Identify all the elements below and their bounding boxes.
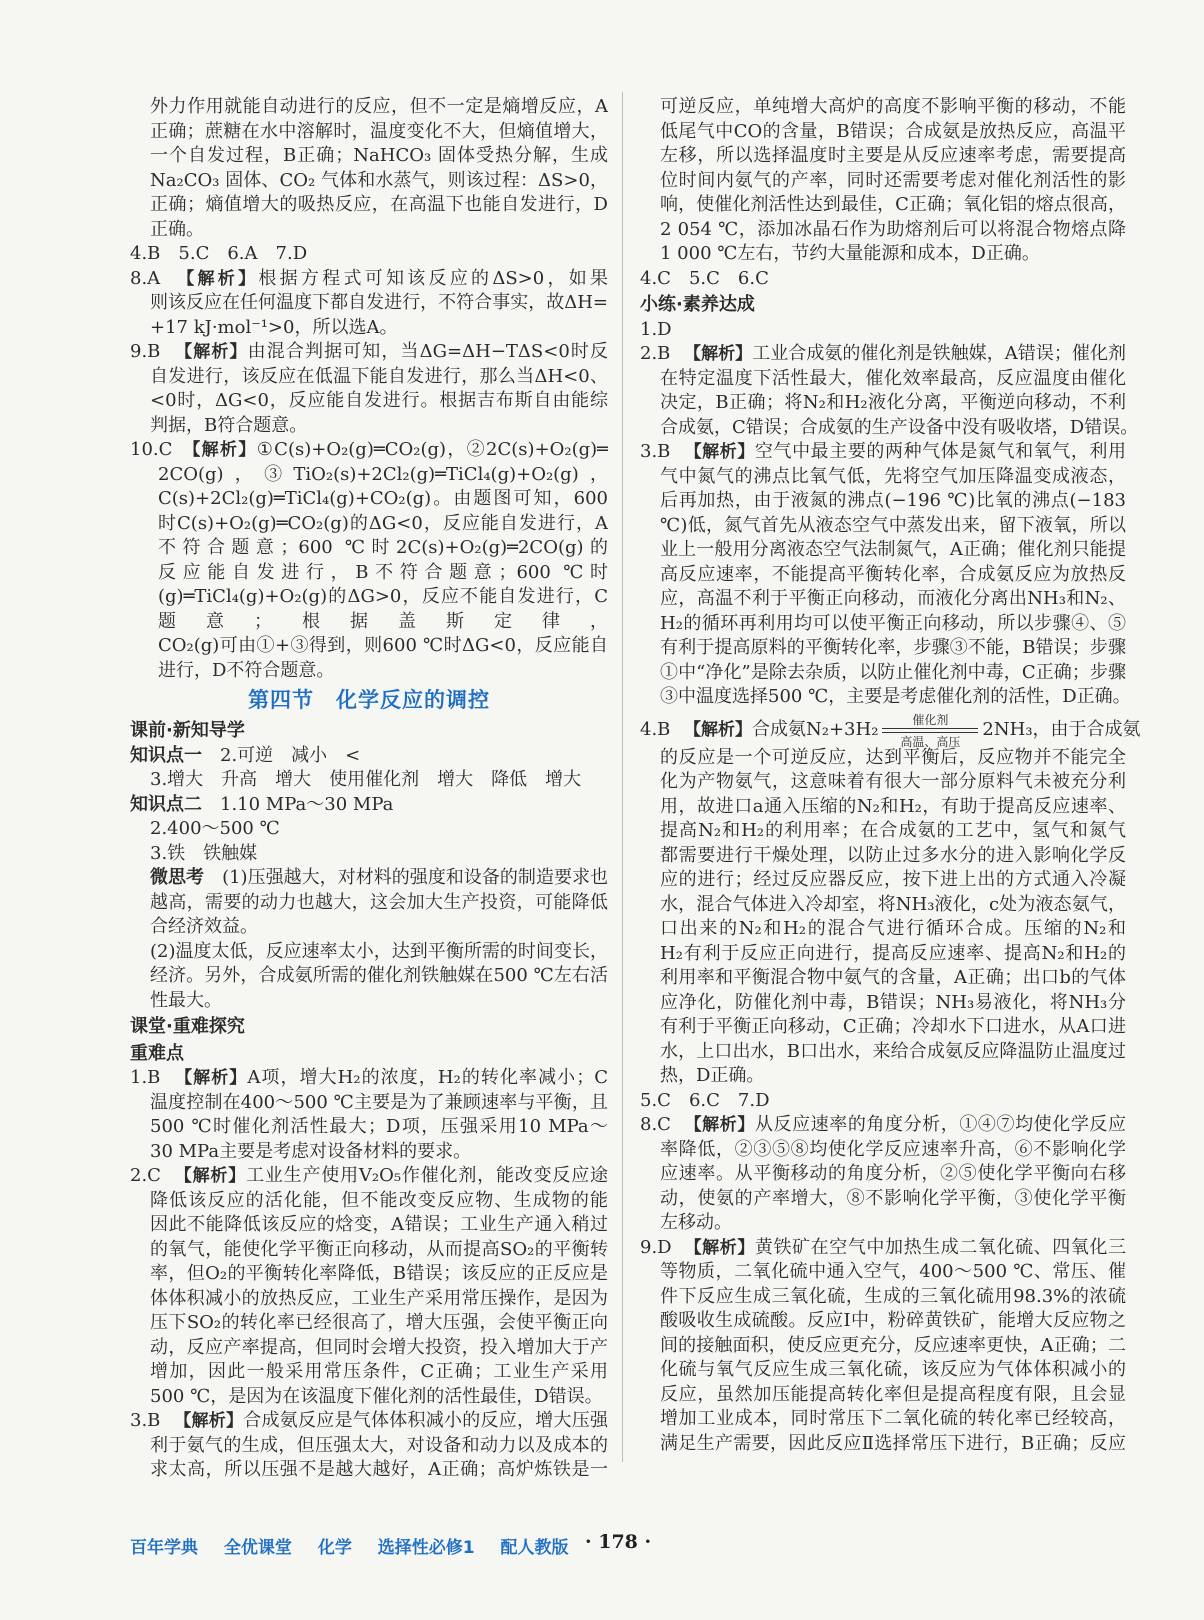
line-text: 反应能自发进行，B不符合题意；600 ℃时 xyxy=(158,561,608,583)
line-text: 空气中最主要的两种气体是氮气和氧气，利用 xyxy=(754,441,1126,462)
line-text: 增加，因此一般采用常压条件，C正确；工业生产采用 xyxy=(150,1361,608,1382)
line-text: ℃)低，氮气首先从液态空气中蒸发出来，留下液氧，所以 xyxy=(660,514,1126,536)
question-number: 8.A xyxy=(130,267,161,289)
question-number: 9.B xyxy=(130,341,161,362)
line-text: 响，使催化剂活性达到最佳，C正确；氧化铝的熔点很高， xyxy=(660,194,1126,215)
text-line xyxy=(640,465,1126,490)
text-line xyxy=(640,1064,1126,1089)
text-line xyxy=(130,316,608,341)
right-column xyxy=(640,95,1141,1456)
analysis-tag: 【解析】 xyxy=(684,344,753,364)
answer-line: 5.C 6.C 7.D xyxy=(640,1089,770,1111)
text-line xyxy=(640,819,1126,844)
line-text: 利用率和平衡混合物中氨气的含量，A正确；出口b的气体 xyxy=(660,967,1126,988)
text-line xyxy=(130,536,608,561)
analysis-tag: 【解析】 xyxy=(174,1411,244,1431)
text-line xyxy=(640,489,1126,514)
text-line xyxy=(130,1140,608,1165)
answer-block xyxy=(130,267,608,341)
text-line xyxy=(640,893,1126,918)
text-line xyxy=(130,414,608,439)
text-line xyxy=(130,585,608,610)
line-text: 正确；熵值增大的吸热反应，在高温下也能自发进行，D xyxy=(150,194,608,215)
line-text: 有利于平衡正向移动，C正确；冷却水下口进水，从A口进 xyxy=(660,1016,1126,1037)
line-text: CO₂(g)可由①+③得到，则600 ℃时ΔG<0，反应能自 xyxy=(158,635,608,656)
answer-block xyxy=(640,95,1126,267)
line-text: 都需要进行干燥处理，以防止过多水分的进入影响化学反 xyxy=(660,844,1126,866)
line-text: 动，反应产率提高，但同时会增大投资，投入增加大于产 xyxy=(150,1336,608,1358)
text-line xyxy=(130,891,608,916)
text-line xyxy=(130,1189,608,1214)
text-line xyxy=(640,1187,1126,1212)
line-text: 应速率。从平衡移动的角度分析，②⑤使化学平衡向右移 xyxy=(660,1163,1126,1184)
line-text: 热，D正确。 xyxy=(660,1065,765,1086)
answer-block xyxy=(130,340,608,438)
line-text: Na₂CO₃ 固体、CO₂ 气体和水蒸气，则该过程：ΔS>0， xyxy=(150,169,608,191)
text-line xyxy=(130,438,608,463)
line-text: 越高，需要的动力也越大，这会加大生产投资，可能降低 xyxy=(150,891,608,913)
answer-block xyxy=(640,746,1126,1089)
text-line xyxy=(130,389,608,414)
line-text: H₂的循环再利用均可以使平衡正向移动，所以步骤④、⑤ xyxy=(660,612,1126,634)
text-line xyxy=(130,1213,608,1238)
line-text: 提高N₂和H₂的利用率；在合成氨的工艺中，氢气和氮气 xyxy=(660,820,1126,841)
analysis-tag: 【解析】 xyxy=(684,1115,755,1135)
line-text: 低尾气中CO的含量，B错误；合成氨是放热反应，高温平 xyxy=(660,120,1126,142)
line-text: 从反应速率的角度分析，①④⑦均使化学反应 xyxy=(754,1114,1126,1135)
text-line xyxy=(640,661,1126,686)
line-text: 2 054 ℃，添加冰晶石作为助熔剂后可以将混合物熔点降 xyxy=(660,218,1126,240)
line-text: <0时，ΔG<0，反应能自发进行。根据吉布斯自由能综 xyxy=(150,390,608,411)
text-line xyxy=(640,966,1126,991)
text-line xyxy=(130,964,608,989)
line-text: 率，但O₂的平衡转化率降低，B错误；该反应的正反应是 xyxy=(150,1263,608,1284)
text-line xyxy=(640,1309,1126,1334)
line-text: 水，上口出水，B口出水，来给合成氨反应降温防止温度过 xyxy=(660,1040,1126,1062)
text-line xyxy=(130,1385,608,1410)
text-line xyxy=(130,1164,608,1189)
line-text: 黄铁矿在空气中加热生成二氧化硫、四氧化三 xyxy=(754,1236,1126,1258)
text-line xyxy=(640,563,1126,588)
think-label: 微思考 xyxy=(150,867,205,888)
footer-item: 选择性必修1 xyxy=(377,1538,475,1558)
text-line xyxy=(640,416,1139,441)
line-text: 30 MPa主要是考虑对设备材料的要求。 xyxy=(150,1140,472,1162)
knowledge-point-label: 知识点二 xyxy=(130,793,202,815)
line-text: 业上一般用分离液态空气法制氮气，A正确；催化剂只能提 xyxy=(660,539,1126,560)
line-text: 决定，B正确；将N₂和H₂液化分离，平衡逆向移动，不利 xyxy=(660,392,1126,413)
line-text: +17 kJ·mol⁻¹>0，所以选A。 xyxy=(150,316,398,338)
text-line xyxy=(640,1407,1126,1432)
text-line xyxy=(130,1434,608,1459)
text-line xyxy=(130,291,608,316)
question-number: 2.B xyxy=(640,343,671,364)
knowledge-point-text: 1.10 MPa～30 MPa xyxy=(220,793,394,815)
text-line xyxy=(130,1066,608,1091)
text-line xyxy=(640,1015,1126,1040)
analysis-tag: 【解析】 xyxy=(684,1237,755,1258)
answer-block xyxy=(130,866,608,940)
equation-right: 2NH₃，由于合成氨 xyxy=(982,718,1141,740)
answer-block xyxy=(640,440,1131,710)
section-heading: 小练·素养达成 xyxy=(640,294,755,315)
line-text: 500 ℃时催化剂活性最大；D项，压强采用10 MPa～ xyxy=(150,1116,608,1137)
analysis-tag: 【解析】 xyxy=(174,1068,248,1088)
answer-block xyxy=(130,1409,608,1483)
arrow-forward-line xyxy=(882,728,978,729)
line-text: 动，使氨的产率增大，⑧不影响化学平衡，③使化学平衡 xyxy=(660,1187,1126,1209)
text-line xyxy=(640,612,1126,637)
line-text: 的反应是一个可逆反应，达到平衡后，反应物并不能完全 xyxy=(660,746,1126,768)
text-line xyxy=(640,795,1126,820)
text-line xyxy=(130,365,608,390)
line-text: 化硫与氧气反应生成三氧化硫，该反应为气体体积减小的 xyxy=(660,1359,1126,1380)
footer-item: 百年学典 xyxy=(130,1538,198,1558)
line-text: 时C(s)+O₂(g)═CO₂(g)的ΔG<0，反应能自发进行，A xyxy=(158,512,608,534)
text-line xyxy=(130,1091,608,1116)
text-line xyxy=(130,1458,608,1483)
line-text: 高反应速率，不能提高平衡转化率，合成氨反应为放热反 xyxy=(660,563,1126,585)
line-text: ③中温度选择500 ℃，主要是考虑催化剂的活性，D正确。 xyxy=(660,686,1131,707)
equation-left: 合成氨N₂+3H₂ xyxy=(752,718,879,740)
line-text: C(s)+2Cl₂(g)═TiCl₄(g)+CO₂(g)。由题图可知，600 xyxy=(158,488,608,509)
text-line xyxy=(640,1260,1126,1285)
answer-block xyxy=(130,1066,608,1164)
line-text: 外力作用就能自动进行的反应，但不一定是熵增反应，A xyxy=(150,96,608,117)
text-line xyxy=(130,561,608,586)
answer-line: 1.D xyxy=(640,318,672,340)
knowledge-point-text: 2.可逆 减小 < xyxy=(220,744,361,766)
line-text: 判据，B符合题意。 xyxy=(150,414,308,436)
analysis-tag: 【解析】 xyxy=(174,342,248,362)
text-line xyxy=(640,1334,1126,1359)
text-line xyxy=(130,634,608,659)
line-text: 一个自发过程，B正确；NaHCO₃ 固体受热分解，生成 xyxy=(150,145,608,166)
text-line xyxy=(640,514,1126,539)
footer-item: 化学 xyxy=(317,1538,352,1558)
question-number: 10.C xyxy=(130,439,173,460)
text-line xyxy=(640,991,1126,1016)
footer-item: 全优课堂 xyxy=(223,1538,292,1558)
line-text: 位时间内氨气的产率，同时还需要考虑对催化剂活性的影 xyxy=(660,169,1126,191)
text-line xyxy=(640,1358,1126,1383)
line-text: 性最大。 xyxy=(150,989,222,1011)
line-text: 体体积减小的放热反应，工业生产采用常压操作，是因为 xyxy=(150,1287,608,1309)
line-text: 根据方程式可知该反应的ΔS>0，如果 xyxy=(258,267,608,289)
text-line xyxy=(640,1236,1126,1261)
line-text: 经济。另外，合成氨所需的催化剂铁触媒在500 ℃左右活 xyxy=(150,965,608,986)
line-text: 工业生产使用V₂O₅作催化剂，能改变反应途 xyxy=(246,1165,608,1186)
answer-block xyxy=(130,940,608,1014)
section-heading: 课堂·重难探究 xyxy=(130,1016,245,1037)
answer-block xyxy=(130,1164,608,1409)
text-line xyxy=(640,440,1126,465)
line-text: 压下SO₂的转化率已经很高了，增大压强，会使平衡正向 xyxy=(150,1312,608,1333)
text-line xyxy=(130,1262,608,1287)
line-text: 合经济效益。 xyxy=(150,916,258,937)
left-column xyxy=(130,95,608,1483)
question-number: 4.B xyxy=(640,718,671,740)
text-line xyxy=(640,685,1131,710)
text-line xyxy=(640,169,1126,194)
page-number: · 178 · xyxy=(585,1531,652,1553)
analysis-tag: 【解析】 xyxy=(684,442,755,462)
question-number: 3.B xyxy=(130,1410,161,1431)
line-text: 不符合题意；600 ℃时2C(s)+O₂(g)═2CO(g)的 xyxy=(158,537,608,558)
text-line xyxy=(640,868,1126,893)
answer-block xyxy=(130,793,608,818)
text-line xyxy=(640,538,1126,563)
text-line xyxy=(640,367,1126,392)
knowledge-item: 3.铁 铁触媒 xyxy=(150,842,258,864)
answer-block xyxy=(640,1113,1126,1236)
text-line xyxy=(640,1040,1126,1065)
section-heading: 重难点 xyxy=(130,1042,184,1064)
line-text: 应，高温不利于平衡正向移动，而液化分离出NH₃和N₂、 xyxy=(660,588,1126,609)
line-text: H₂有利于反应正向进行，提高反应速率、提高N₂和H₂的 xyxy=(660,942,1126,964)
text-line xyxy=(130,340,608,365)
line-text: 气中氮气的沸点比氧气低，先将空气加压降温变成液态， xyxy=(660,465,1126,487)
line-text: 工业合成氨的催化剂是铁触媒，A错误；催化剂 xyxy=(752,343,1126,364)
line-text: 等物质，二氧化硫中通入空气，400～500 ℃、常压、催 xyxy=(660,1261,1126,1282)
line-text: 因此不能降低该反应的焓变，A错误；工业生产通入稍过 xyxy=(150,1214,608,1235)
line-text: 500 ℃，是因为在该温度下催化剂的活性最佳，D错误。 xyxy=(150,1385,603,1407)
line-text: 题意；根据盖斯定律， xyxy=(158,610,608,632)
text-line xyxy=(130,487,608,512)
line-text: 温度控制在400～500 ℃主要是为了兼顾速率与平衡，且 xyxy=(150,1091,608,1113)
answer-line: 4.B 5.C 6.A 7.D xyxy=(130,243,308,264)
line-text: 率降低，②③⑤⑧均使化学反应速率升高，⑥不影响化学 xyxy=(660,1138,1126,1160)
line-text: 自发进行，该反应在低温下能自发进行，那么当ΔH<0、 xyxy=(150,365,608,387)
line-text: 合成氨反应是气体体积减小的反应，增大压强 xyxy=(243,1410,608,1431)
line-text: ①中“净化”是除去杂质，以防止催化剂中毒，C正确；步骤 xyxy=(660,661,1126,683)
reversible-arrow-icon xyxy=(880,712,980,748)
text-line xyxy=(130,1360,608,1385)
line-text: 合成氨，C错误；合成氨的生产设备中没有吸收塔，D错误。 xyxy=(660,416,1139,438)
text-line xyxy=(130,1115,608,1140)
text-line xyxy=(130,144,608,169)
text-line xyxy=(130,512,608,537)
line-text: A项，增大H₂的浓度，H₂的转化率减小；C xyxy=(247,1067,608,1088)
answer-block xyxy=(130,438,608,683)
text-line xyxy=(130,267,608,292)
line-text: 反应，虽然加压能提高转化率但是提高程度有限，且会显 xyxy=(660,1383,1126,1405)
answer-block xyxy=(640,342,1139,440)
line-text: 在特定温度下活性最大，催化效率最高，反应温度由催化 xyxy=(660,367,1126,389)
text-line xyxy=(130,1409,608,1434)
text-line xyxy=(640,636,1126,661)
answer-block xyxy=(130,744,608,769)
arrow-condition-above: 催化剂 xyxy=(912,712,949,727)
arrow-condition-below: 高温、高压 xyxy=(900,734,961,749)
text-line xyxy=(640,1383,1126,1408)
arrow-backward-line xyxy=(882,732,978,733)
section-title: 第四节 化学反应的调控 xyxy=(248,688,490,712)
text-line xyxy=(130,218,608,243)
footer-series xyxy=(130,1533,589,1558)
text-line xyxy=(130,1336,608,1361)
text-line xyxy=(640,1432,1126,1457)
answer-line: 4.C 5.C 6.C xyxy=(640,267,769,289)
question-number: 2.C xyxy=(130,1165,161,1186)
line-text: 化为产物氨气，这意味着有很大一部分原料气未被充分利 xyxy=(660,771,1126,792)
answer-block xyxy=(130,95,608,242)
line-text: 2CO(g)，③TiO₂(s)+2Cl₂(g)═TiCl₄(g)+O₂(g)， xyxy=(158,463,608,485)
section-heading: 课前·新知导学 xyxy=(130,720,245,741)
question-number: 1.B xyxy=(130,1067,161,1088)
text-line xyxy=(130,169,608,194)
footer-item: 配人教版 xyxy=(500,1538,569,1558)
answer-block xyxy=(640,710,1141,749)
text-line xyxy=(640,1285,1126,1310)
line-text: 1 000 ℃左右，节约大量能源和成本，D正确。 xyxy=(660,243,1040,264)
line-text: 口出来的N₂和H₂的混合气进行循环合成。压缩的N₂和 xyxy=(660,918,1126,939)
text-line xyxy=(130,610,608,635)
line-text: 满足生产需要，因此反应Ⅱ选择常压下进行，B正确；反应 xyxy=(660,1432,1126,1454)
line-text: (g)═TiCl₄(g)+O₂(g)的ΔG>0，反应不能自发进行，C xyxy=(158,586,608,607)
text-line xyxy=(640,342,1126,367)
line-text: 正确。 xyxy=(150,218,204,240)
text-line xyxy=(640,391,1126,416)
text-line xyxy=(640,193,1126,218)
text-line xyxy=(640,917,1126,942)
analysis-tag: 【解析】 xyxy=(684,719,752,740)
line-text: 间的接触面积，使反应更充分，反应速率更快，A正确；二 xyxy=(660,1334,1126,1356)
question-number: 9.D xyxy=(640,1236,672,1258)
text-line xyxy=(640,746,1126,771)
text-line xyxy=(640,1162,1126,1187)
text-line xyxy=(130,120,608,145)
text-line xyxy=(130,1311,608,1336)
line-text: 可逆反应，单纯增大高炉的高度不影响平衡的移动，不能 xyxy=(660,96,1126,117)
column-divider xyxy=(622,92,623,1462)
text-line xyxy=(640,120,1126,145)
text-line xyxy=(130,95,608,120)
text-line xyxy=(130,866,608,891)
line-text: 水，混合气体进入冷却室，将NH₃液化，c处为液态氨气， xyxy=(660,893,1126,915)
text-line xyxy=(640,942,1126,967)
text-line xyxy=(640,1113,1126,1138)
line-text: 应净化，防催化剂中毒，B错误；NH₃易液化，将NH₃分 xyxy=(660,991,1126,1013)
line-text: 后再加热，由于液氮的沸点(−196 ℃)比氧的沸点(−183 xyxy=(660,490,1126,511)
text-line xyxy=(130,463,608,488)
text-line xyxy=(640,770,1126,795)
line-text: 利于氨气的生成，但压强太大，对设备和动力以及成本的 xyxy=(150,1434,608,1456)
line-text: 则该反应在任何温度下都自发进行，不符合事实，故ΔH= xyxy=(150,292,608,313)
line-text: 求太高，所以压强不是越大越好，A正确；高炉炼铁是一 xyxy=(150,1459,608,1480)
line-text: 用，故进口a通入压缩的N₂和H₂，有助于提高反应速率、 xyxy=(660,795,1126,817)
line-text: 有利于提高原料的平衡转化率，步骤③不能，B错误；步骤 xyxy=(660,637,1126,658)
text-line xyxy=(640,144,1126,169)
text-line xyxy=(130,1287,608,1312)
text-line xyxy=(130,989,608,1014)
line-text: 左移，所以选择温度时主要是从反应速率考虑，需要提高 xyxy=(660,145,1126,166)
text-line xyxy=(640,1211,1126,1236)
text-line xyxy=(640,587,1126,612)
text-line xyxy=(640,242,1126,267)
text-line xyxy=(640,844,1126,869)
line-text: 的氧气，能使化学平衡正向移动，从而提高SO₂的平衡转 xyxy=(150,1238,608,1260)
line-text: 酸吸收生成硫酸。反应Ⅰ中，粉碎黄铁矿，能增大反应物之 xyxy=(660,1310,1126,1331)
text-line xyxy=(640,95,1126,120)
analysis-tag: 【解析】 xyxy=(174,1166,247,1186)
analysis-tag: 【解析】 xyxy=(174,268,259,289)
line-text: 由混合判据可知，当ΔG=ΔH−TΔS<0时反 xyxy=(247,341,608,362)
line-text: (1)压强越大，对材料的强度和设备的制造要求也 xyxy=(222,867,608,888)
knowledge-item: 3.增大 升高 增大 使用催化剂 增大 降低 增大 xyxy=(150,769,582,790)
text-line xyxy=(130,1238,608,1263)
text-line xyxy=(130,193,608,218)
line-text: 左移动。 xyxy=(660,1212,732,1233)
answer-block xyxy=(640,1236,1126,1457)
text-line xyxy=(130,659,608,684)
line-text: 正确；蔗糖在水中溶解时，温度变化不大，但熵值增大， xyxy=(150,120,608,142)
line-text: (2)温度太低，反应速率太小，达到平衡所需的时间变长， xyxy=(150,940,608,962)
question-number: 3.B xyxy=(640,441,671,462)
line-text: 件下反应生成三氧化硫，生成的三氧化硫用98.3%的浓硫 xyxy=(660,1285,1126,1307)
text-line xyxy=(640,1138,1126,1163)
line-text: 增加工业成本，同时常压下二氧化硫的转化率已经较高， xyxy=(660,1408,1126,1429)
knowledge-item: 2.400～500 ℃ xyxy=(150,818,280,839)
knowledge-point-label: 知识点一 xyxy=(130,744,202,766)
text-line xyxy=(640,218,1126,243)
line-text: 进行，D不符合题意。 xyxy=(158,659,335,681)
analysis-tag: 【解析】 xyxy=(182,440,257,460)
text-line xyxy=(130,915,608,940)
text-line xyxy=(130,940,608,965)
line-text: 降低该反应的活化能，但不能改变反应物、生成物的能 xyxy=(150,1189,608,1211)
line-text: 应的进行；经过反应器反应，按下进上出的方式通入冷凝 xyxy=(660,869,1126,890)
question-number: 8.C xyxy=(640,1114,671,1135)
line-text: ①C(s)+O₂(g)═CO₂(g)，②2C(s)+O₂(g)═ xyxy=(256,439,608,460)
